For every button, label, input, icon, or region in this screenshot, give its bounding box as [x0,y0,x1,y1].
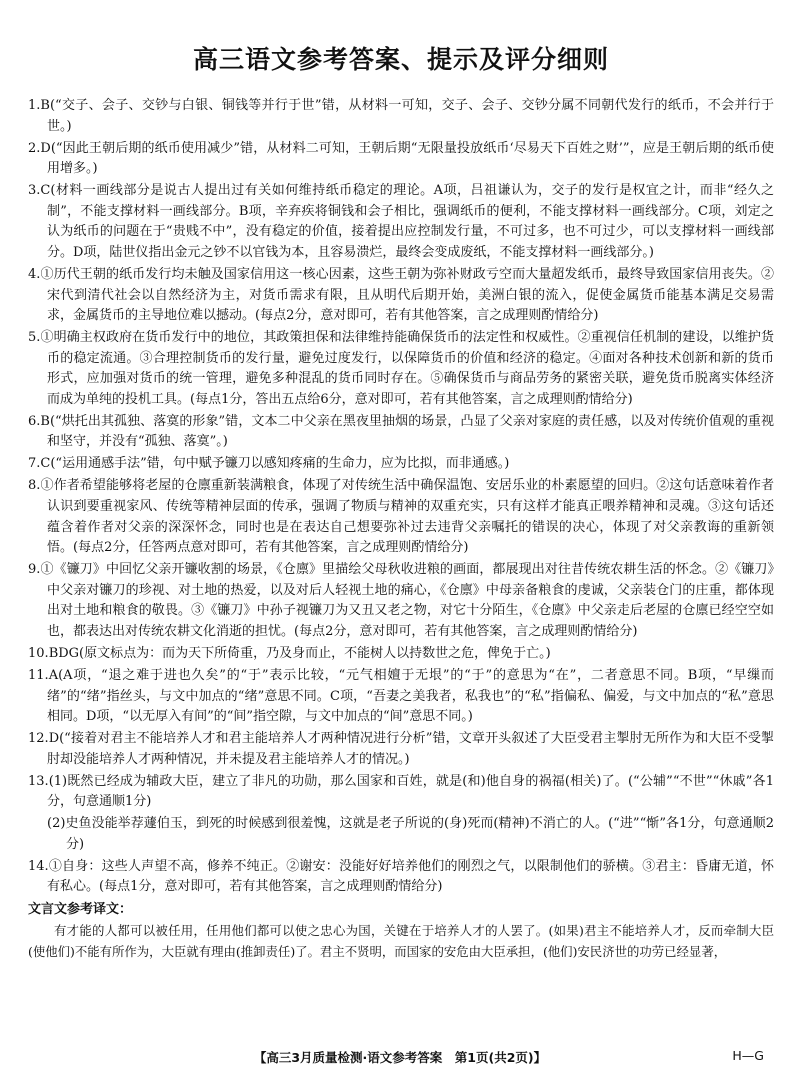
answer-number: 2. [28,140,41,156]
answer-item-7 [28,454,774,475]
answer-item-4 [28,265,774,327]
answer-number: 8. [28,478,41,494]
answer-item-6 [28,412,774,453]
answer-item-2 [28,139,774,180]
answer-text: ①《镰刀》中回忆父亲开镰收割的场景，《仓廪》里描绘父母秋收进粮的画面，都展现出对往昔传统农耕生活的怀念。②《镰刀》中父亲对镰刀的珍视、对土地的热爱，以及对后人轻视土地的痛心，《仓廪》中母亲备粮食的虔诚，父亲装仓门的庄重，都体现出对土地和粮食的敬畏。③《镰刀》中孙子视镰刀为又丑又老之物，对它十分陌生，《仓廪》中父亲走后老屋的仓廪已经空空如也，都表达出对传统农耕文化消逝的担忧。(每点2分，意对即可，若有其他答案，言之成理则酌情给分) [40,562,774,639]
answer-item-13-2 [28,814,774,855]
answer-item-3 [28,181,774,263]
answer-text: ①自身：这些人声望不高，修养不纯正。②谢安：没能好好培养他们的刚烈之气，以限制他们的骄横。③君主：昏庸无道，怀有私心。(每点1分，意对即可，若有其他答案，言之成理则酌情给分) [47,858,774,895]
answer-item-8 [28,476,774,558]
footer-page-info: 【高三3月质量检测·语文参考答案 第1页(共2页)】 [253,1050,547,1065]
answer-text: D(“因此王朝后期的纸币使用减少”错，从材料二可知，王朝后期“无限量投放纸币‘尽易天下百姓之财’”，应是王朝后期的纸币使用增多。) [40,140,774,177]
answer-item-13-1 [28,772,774,813]
answer-number: 4. [28,266,41,282]
answer-text: D(“接着对君主不能培养人才和君主能培养人才两种情况进行分析”错，文章开头叙述了大臣受君主掣肘无所作为和大臣不受掣肘却没能培养人才两种情况，并未提及君主能培养人才的情况。) [47,731,774,767]
answer-text: (1)既然已经成为辅政大臣，建立了非凡的功勋，那么国家和百姓，就是(和)他自身的祸福(相关)了。(“公辅”“不世”“休戚”各1分，句意通顺1分) [47,773,774,810]
answer-number: 7. [28,456,41,472]
answer-item-14 [28,857,774,898]
answer-text: B(“交子、会子、交钞与白银、铜钱等并行于世”错，从材料一可知，交子、会子、交钞分属不同朝代发行的纸币，不会并行于世。) [40,98,774,134]
answer-text: ①明确主权政府在货币发行中的地位，其政策担保和法律维持能确保货币的法定性和权威性。②重视信任机制的建设，以维护货币的稳定流通。③合理控制货币的发行量，避免过度发行，以保障货币的价值和经济的稳定。④面对各种技术创新和新的货币形式，应加强对货币的统一管理，避免多种混乱的货币同时存在。⑤确保货币与商品劳务的紧密关联，避免货币脱离实体经济而成为单纯的投机工具。(每点1分，答出五点给6分，意对即可，若有其他答案，言之成理则酌情给分) [40,330,774,407]
answer-item-11 [28,666,774,728]
answer-number: 10. [28,645,49,661]
answer-text: C(材料一画线部分是说古人提出过有关如何维持纸币稳定的理论。A项，吕祖谦认为，交子的发行是权宜之计，而非“经久之制”，不能支撑材料一画线部分。B项，辛弃疾将铜钱和会子相比，强调纸币的便利，不能支撑材料一画线部分。C项，刘定之认为纸币的问题在于“贵贱不中”，没有稳定的价值，接着提出应控制发行量，不可过多，也不可过少，可以支撑材料一画线部分。D项，陆世仪指出金元之钞不以官钱为本，且容易溃烂，最终会变成废纸，不能支撑材料一画线部分。) [40,183,774,260]
answer-text: C(“运用通感手法”错，句中赋予镰刀以感知疼痛的生命力，应为比拟，而非通感。) [40,456,510,472]
answer-number: 12. [28,731,49,747]
answer-text: A(A项，“退之难于进也久矣”的“于”表示比较，“元气相嬗于无垠”的“于”的意思为“在”，二者意思不同。B项，“早缫而绪”的“绪”指丝头，与文中加点的“绪”意思不同。C项，“吾妻之美我者，私我也”的“私”指偏私、偏爱，与文中加点的“私”意思相同。D项，“以无厚入有间”的“间”指空隙，与文中加点的“间”意思不同。) [47,667,774,725]
answer-item-10 [28,644,774,665]
footer-paper-code: H—G [732,1048,764,1063]
answer-text: ①作者希望能够将老屋的仓廪重新装满粮食，体现了对传统生活中确保温饱、安居乐业的朴素愿望的回归。②这句话意味着作者认识到要重视家风、传统等精神层面的传承，强调了物质与精神的双重充实，只有这样才能真正喂养精神和灵魂。③这句话还蕴含着作者对父亲的深深怀念，同时也是在表达自己想要弥补过去违背父亲嘱托的错误的决心，体现了对父亲教诲的重新领悟。(每点2分，任答两点意对即可，若有其他答案，言之成理则酌情给分) [40,478,774,556]
answer-number: 11. [28,667,49,683]
page-title: 高三语文参考答案、提示及评分细则 [192,45,609,74]
answer-list [28,96,774,898]
answer-text: (2)史鱼没能举荐蘧伯玉，到死的时候感到很羞愧，这就是老子所说的(身)死而(精神)不消亡的人。(“进”“惭”各1分，句意通顺2分) [47,816,774,852]
page-footer [0,1048,800,1066]
answer-text: ①历代王朝的纸币发行均未触及国家信用这一核心因素，这些王朝为弥补财政亏空而大量超发纸币，最终导致国家信用丧失。②宋代到清代社会以自然经济为主，对货币需求有限，且从明代后期开始，美洲白银的流入，促使金属货币能基本满足交易需求，金属货币的主导地位难以撼动。(每点2分，意对即可，若有其他答案，言之成理则酌情给分) [40,266,774,324]
answer-item-1 [28,96,774,137]
answer-item-12 [28,729,774,770]
translation-heading: 文言文参考译文： [28,902,133,918]
answer-number: 3. [28,183,41,199]
answer-number: 1. [28,98,41,113]
answer-number: 13. [28,773,49,789]
answer-item-9 [28,560,774,642]
answer-number: 6. [28,413,41,429]
answer-text: BDG(原文标点为：而为天下所倚重，乃及身而止，不能树人以持数世之危，俾免于亡。) [48,645,551,661]
answer-text: B(“烘托出其孤独、落寞的形象”错，文本二中父亲在黑夜里抽烟的场景，凸显了父亲对家庭的责任感，以及对传统价值观的重视和坚守，并没有“孤独、落寞”。) [40,413,774,450]
answer-number: 9. [28,562,41,578]
answer-item-5 [28,328,774,410]
answer-number: 5. [28,330,41,346]
answer-number: 14. [28,858,49,874]
translation-text: 有才能的人都可以被任用，任用他们都可以使之忠心为国，关键在于培养人才的人罢了。(如果)君主不能培养人才，反而牵制大臣(使他们)不能有所作为，大臣就有理由(推卸责任)了。君主不贤明，而国家的安危由大臣承担，(他们)安民济世的功劳已经显著， [28,923,774,960]
